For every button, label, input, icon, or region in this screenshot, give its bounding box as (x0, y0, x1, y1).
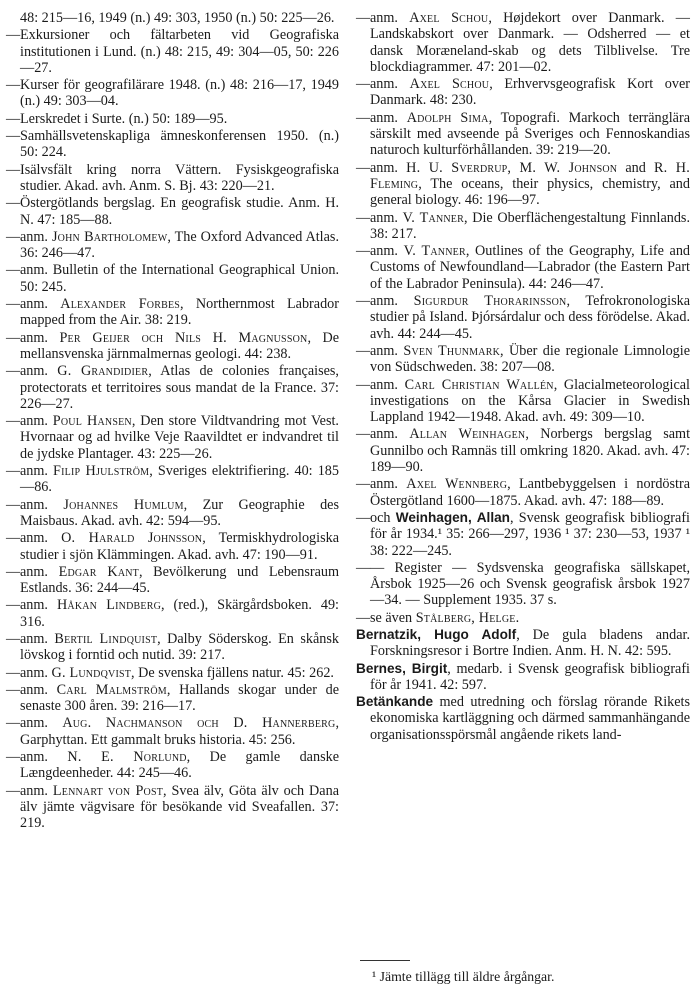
entry-prefix: — Register — (370, 559, 477, 576)
entry-text: , The oceans, their physics, chemistry, and general biology. 46: 196—97. (370, 175, 690, 209)
entry-author: Sven Thunmark (403, 342, 500, 359)
index-entry (356, 476, 690, 509)
index-entry (356, 560, 690, 609)
entry-prefix: anm. (20, 363, 58, 380)
entry-text: Samhällsvetenskapliga ämneskonferensen 1950. (n.) 50: 224. (20, 128, 339, 161)
entry-author: Poul Hansen (52, 413, 132, 430)
entry-dash: — (6, 363, 21, 380)
entry-text: Lerskredet i Surte. (n.) 50: 189—95. (20, 110, 228, 127)
entry-author: R. H. Fleming (370, 159, 690, 192)
entry-headword: Betänkande (356, 694, 434, 710)
entry-text: , Svea älv, Göta älv och Dana älv jämte vägvisare för besökande vid Sveafallen. 37: 219. (20, 782, 339, 832)
entry-author: Axel Schou (409, 76, 490, 93)
index-entry (6, 27, 339, 76)
index-entry (6, 128, 339, 161)
entry-prefix: anm. (20, 749, 68, 766)
entry-text: , Atlas de colonies françaises, protectorats et territoires sous mandat de la France. 37: 226—27. (20, 363, 339, 412)
index-entry (6, 77, 339, 110)
index-entry (6, 715, 339, 748)
index-entry (6, 162, 339, 195)
entry-prefix: anm. (370, 476, 407, 493)
left-column (6, 10, 339, 833)
entry-text: , De mellansvenska järnmalmernas geologi. 44: 238. (20, 329, 339, 362)
entry-dash: — (356, 10, 371, 26)
entry-author: Filip Hjulström (53, 463, 150, 480)
entry-author: John Bartholomew (51, 228, 168, 245)
entry-text: Bulletin of the International Geographical Union. 50: 245. (20, 262, 339, 295)
entry-author: Axel Wennberg (406, 476, 508, 493)
entry-text: , medarb. i Svensk geografisk bibliografi för år 1941. 42: 597. (370, 660, 691, 693)
entry-text: , De gula bladens andar. Forskningsresor i Bortre Indien. Anm. H. N. 42: 595. (370, 626, 690, 660)
index-entry (6, 597, 339, 630)
entry-author: Bertil Lindquist (54, 630, 158, 647)
entry-text: , Bevölkerung und Lebensraum Estlands. 36: 244—45. (20, 563, 339, 597)
index-entry (356, 160, 690, 209)
index-entry (356, 10, 690, 75)
entry-prefix: anm. (20, 715, 63, 732)
entry-text: 48: 215—16, 1949 (n.) 49: 303, 1950 (n.) 50: 225—26. (20, 10, 335, 26)
entry-prefix: anm. (20, 664, 52, 681)
entry-text: Sydsvenska geografiska sällskapet, Årsbok 1925—26 och Svensk geografisk årsbok 1927—34. — Supplement 1935. 37 s. (370, 559, 691, 609)
entry-text: , Tefrokronologiska studier på Island. Þjórsárdalur och dess förödelse. Akad. avh. 44: 244—45. (370, 293, 690, 342)
entry-text: and (617, 159, 654, 176)
entry-dash: — (6, 228, 21, 245)
entry-dash: — (6, 27, 21, 44)
entry-dash: — (356, 243, 371, 260)
index-entry (6, 463, 339, 496)
entry-prefix: se även (370, 609, 416, 626)
entry-text: , Northernmost Labrador mapped from the Air. 38: 219. (20, 296, 339, 329)
index-entry (356, 293, 690, 342)
entry-headword: Weinhagen, Allan (395, 509, 510, 525)
entry-author: V. Tanner (402, 209, 464, 226)
entry-prefix: anm. (20, 782, 53, 799)
entry-prefix: anm. (370, 243, 404, 260)
index-entry (356, 510, 690, 559)
entry-dash: — (6, 597, 21, 614)
index-entry (6, 363, 339, 412)
entry-prefix: anm. (20, 463, 54, 480)
index-entry (6, 330, 339, 363)
entry-text: Isälvsfält kring norra Vättern. Fysiskgeografiska studier. Akad. avh. Anm. S. Bj. 43: 220—21. (20, 161, 339, 194)
entry-dash: — (6, 630, 21, 647)
entry-dash: — (356, 426, 371, 443)
index-entry (6, 229, 339, 262)
index-entry (6, 665, 339, 681)
index-entry (356, 377, 690, 426)
entry-text: , Outlines of the Geography, Life and Customs of Newfoundland—Labrador (the Eastern Part of the Labrador Peninsula). 44: 246—47. (370, 243, 691, 292)
entry-author: O. Harald Johnsson (61, 530, 203, 547)
entry-text: , Dalby Söderskog. En skånsk lövskog i forntid och nutid. 39: 217. (20, 630, 339, 664)
entry-author: Per Geijer och Nils H. Magnusson (59, 329, 308, 346)
entry-headword: Bernes, Birgit (356, 660, 448, 676)
index-headword-entry (356, 694, 690, 743)
entry-prefix: anm. (370, 376, 405, 393)
entry-dash: — (6, 77, 21, 94)
entry-prefix: anm. (370, 342, 404, 359)
entry-dash: — (6, 128, 21, 145)
entry-dash: — (6, 161, 21, 178)
entry-author: N. E. Norlund (67, 749, 187, 766)
index-entry (356, 210, 690, 243)
entry-dash: — (6, 782, 21, 799)
entry-text: Kurser för geografilärare 1948. (n.) 48: 216—17, 1949 (n.) 49: 303—04. (20, 77, 339, 110)
entry-prefix: anm. (370, 109, 407, 126)
entry-dash: — (356, 109, 371, 126)
entry-prefix: anm. (370, 76, 410, 93)
entry-text: , Svensk geografisk bibliografi för år 1934.¹ 35: 266—297, 1936 ¹ 37: 230—53, 1937 ¹ 38: 222—245. (370, 509, 690, 559)
index-entry (6, 783, 339, 832)
index-entry (6, 631, 339, 664)
entry-text: , Den store Vildtvandring mot Vest. Hvornaar og ad hvilke Veje Raavildtet er indvandret til de jydske Plantager. 43: 225—26. (20, 413, 339, 462)
index-entry (6, 682, 339, 715)
entry-author: Carl Christian Wallén (404, 376, 554, 393)
index-entry (6, 195, 339, 228)
entry-headword: Bernatzik, Hugo Adolf (356, 626, 517, 642)
entry-text: , Sveriges elektrifiering. 40: 185—86. (20, 463, 339, 496)
entry-dash: — (356, 342, 371, 359)
entry-dash: — (356, 559, 371, 576)
entry-author: Aug. Nachmanson och D. Hannerberg (62, 715, 336, 732)
index-entry (6, 413, 339, 462)
entry-prefix: anm. (20, 563, 59, 580)
entry-author: Stålberg, Helge (415, 609, 516, 626)
entry-author: Sigurdur Thorarinsson (413, 293, 567, 310)
entry-prefix: anm. (20, 597, 57, 614)
entry-text: , Hallands skogar under de senaste 300 åren. 39: 216—17. (20, 681, 339, 715)
entry-dash: — (356, 376, 371, 393)
entry-prefix: anm. (20, 530, 62, 547)
entry-text: , Die Oberflächengestaltung Finnlands. 38: 217. (370, 209, 691, 242)
entry-dash: — (6, 329, 21, 346)
entry-text: , (red.), Skärgårdsboken. 49: 316. (20, 597, 339, 630)
index-entry (6, 262, 339, 295)
entry-text: , Garphyttan. Ett gammalt bruks historia. 45: 256. (20, 715, 339, 748)
entry-author: Edgar Kant (58, 563, 139, 580)
entry-prefix: anm. (20, 262, 53, 279)
entry-author: Håkan Lindberg (56, 597, 161, 614)
entry-author: H. U. Sverdrup, M. W. Johnson (406, 159, 618, 176)
entry-prefix: anm. (370, 159, 407, 176)
entry-prefix: anm. (370, 293, 414, 310)
index-entry (356, 243, 690, 292)
index-headword-entry (356, 627, 690, 660)
entry-author: G. Lundqvist (51, 664, 132, 681)
entry-text: Exkursioner och fältarbeten vid Geografiska institutionen i Lund. (n.) 48: 215, 49: 304—05, 50: 226—27. (20, 27, 339, 76)
entry-text: Östergötlands bergslag. En geografisk studie. Anm. H. N. 47: 185—88. (20, 195, 339, 228)
entry-dash: — (356, 293, 371, 310)
entry-text: , Lantbebyggelsen i nordöstra Östergötland 1600—1875. Akad. avh. 47: 188—89. (370, 476, 690, 509)
entry-dash: — (6, 110, 21, 127)
entry-author: G. Grandidier (57, 363, 149, 380)
entry-text: , Erhvervsgeografisk Kort over Danmark. 48: 230. (370, 76, 690, 109)
index-entry (356, 610, 690, 626)
entry-prefix: anm. (370, 209, 403, 226)
entry-dash: — (6, 681, 21, 698)
index-headword-entry (356, 661, 690, 694)
index-entry (356, 343, 690, 376)
entry-author: Adolph Sima (406, 109, 489, 126)
index-entry (6, 296, 339, 329)
entry-dash: — (6, 496, 21, 513)
entry-text: , Norbergs bergslag samt Gunnilbo och Ramnäs till omkring 1820. Akad. avh. 47: 189—90. (370, 426, 691, 476)
entry-text: med utredning och förslag rörande Rikets ekonomiska kartläggning och därmed sammanhängande organisationsspörsmål angående rikets land- (370, 694, 690, 743)
index-entry (6, 530, 339, 563)
entry-text: , De gamle danske Længdeenheder. 44: 245—46. (20, 749, 339, 782)
entry-text: . (515, 609, 520, 626)
entry-prefix: anm. (20, 413, 53, 430)
entry-dash: — (356, 209, 371, 226)
entry-prefix: anm. (20, 630, 55, 647)
right-column (356, 10, 690, 744)
entry-prefix: anm. (20, 496, 64, 513)
entry-text: , Topografi. Markoch terränglära särskilt med avseende på Sveriges och Fennoskandias naturoch kulturförhållanden. 39: 219—20. (370, 109, 690, 159)
entry-dash: — (356, 476, 371, 493)
entry-dash: — (6, 664, 21, 681)
entry-prefix: anm. (20, 329, 60, 346)
entry-author: Johannes Humlum (63, 496, 184, 513)
entry-dash: — (356, 609, 371, 626)
entry-dash: — (356, 509, 371, 526)
entry-author: Allan Weinhagen (409, 426, 526, 443)
footnote: ¹ Jämte tillägg till äldre årgångar. (372, 969, 555, 984)
entry-author: Alexander Forbes (60, 296, 181, 313)
entry-prefix: anm. (370, 10, 410, 26)
entry-author: Lennart von Post (52, 782, 164, 799)
entry-text: , Über die regionale Limnologie von Südschweden. 38: 207—08. (370, 342, 690, 376)
entry-prefix: anm. (20, 681, 57, 698)
entry-dash: — (6, 563, 21, 580)
entry-prefix: anm. (370, 426, 410, 443)
entry-author: V. Tanner (403, 243, 466, 260)
entry-author: Axel Schou (409, 10, 489, 26)
entry-author: Carl Malmström (56, 681, 167, 698)
entry-text: , Zur Geographie des Maisbaus. Akad. avh. 42: 594—95. (20, 496, 339, 529)
index-entry (6, 564, 339, 597)
index-entry (6, 749, 339, 782)
index-entry (6, 497, 339, 530)
entry-text: , Glacialmeteorological investigations on the Kårsa Glacier in Swedish Lappland 1942—1948. Akad. avh. 49: 309—10. (370, 376, 690, 426)
entry-prefix: anm. (20, 296, 61, 313)
entry-text: , Højdekort over Danmark. — Landskabskort over Danmark. — Odsherred — et dansk Moræneland-skab og dets Tilblivelse. Tre blockdiagrammer. 47: 201—02. (370, 10, 690, 75)
entry-dash: — (6, 296, 21, 313)
entry-dash: — (6, 262, 21, 279)
entry-text: , Termiskhydrologiska studier i sjön Klämmingen. Akad. avh. 47: 190—91. (20, 530, 339, 563)
index-entry (356, 76, 690, 109)
footnote-rule (360, 960, 410, 961)
entry-text: , The Oxford Advanced Atlas. 36: 246—47. (20, 228, 339, 262)
index-entry (6, 111, 339, 127)
entry-dash: — (6, 715, 21, 732)
entry-dash: — (6, 530, 21, 547)
entry-dash: — (6, 195, 21, 212)
entry-dash: — (356, 76, 371, 93)
index-entry (356, 426, 690, 475)
entry-dash: — (356, 159, 371, 176)
entry-dash: — (6, 463, 21, 480)
entry-prefix: anm. (20, 228, 52, 245)
entry-dash: — (6, 413, 21, 430)
entry-text: , De svenska fjällens natur. 45: 262. (131, 664, 334, 681)
index-entry (6, 10, 339, 26)
index-entry (356, 110, 690, 159)
entry-prefix: och (370, 509, 396, 526)
entry-dash: — (6, 749, 21, 766)
